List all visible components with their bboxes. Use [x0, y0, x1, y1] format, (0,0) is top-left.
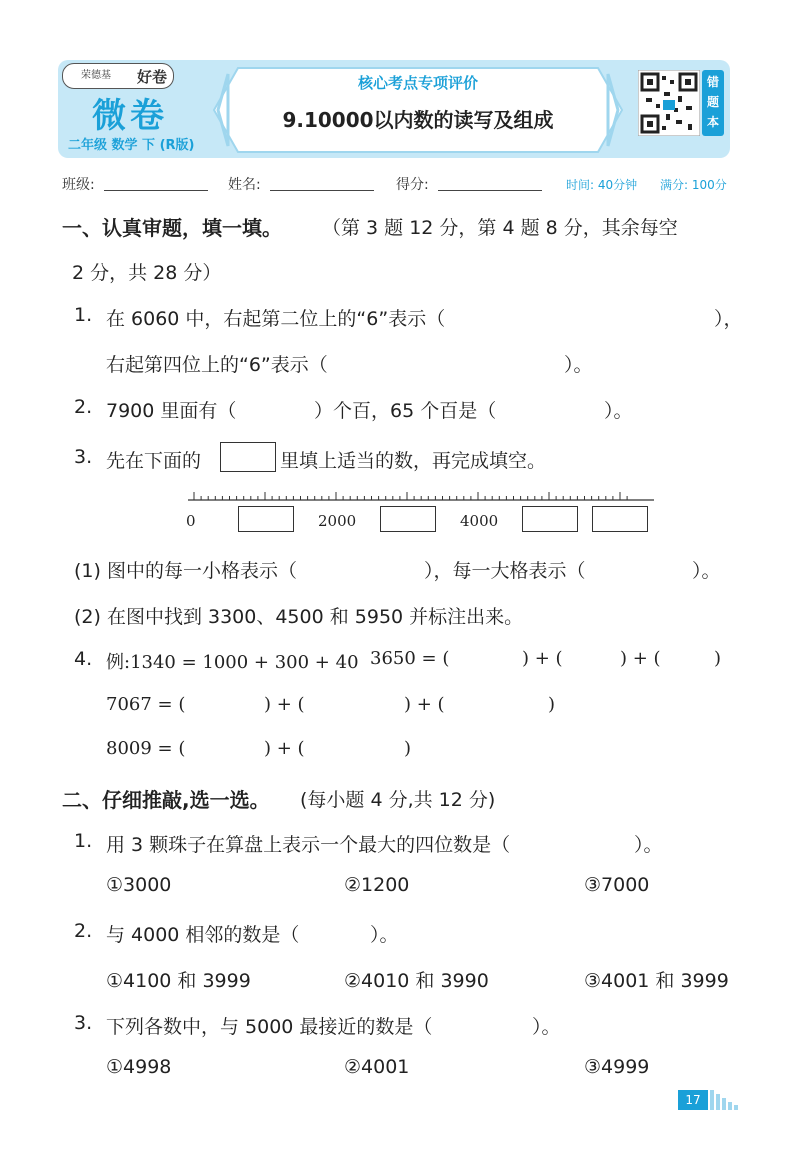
section2-title: 二、仔细推敲,选一选。: [62, 788, 270, 812]
s2-q2-number: 2.: [74, 920, 93, 942]
grade-label: 二年级 数学 下 (R版): [68, 138, 195, 153]
q3-text-b: 里填上适当的数，再完成填空。: [280, 450, 547, 472]
q2-number: 2.: [74, 396, 93, 418]
q4-3650: 3650 = (: [370, 648, 450, 669]
q4-7067-plus2: ) + (: [404, 694, 445, 715]
q4-7067-plus1: ) + (: [264, 694, 305, 715]
s2-q3-option-3[interactable]: ③4999: [584, 1056, 650, 1078]
q4-8009-end: ): [404, 738, 412, 759]
q2-text-b: ）个百，65 个百是（: [314, 400, 497, 422]
q4-7067: 7067 = (: [106, 694, 186, 715]
q4-example: 例:1340 = 1000 + 300 + 40: [106, 652, 359, 673]
ruler-label-2000: 2000: [318, 512, 357, 530]
q1-text: 在 6060 中，右起第二位上的“6”表示（: [106, 308, 446, 330]
s2-q3-text: 下列各数中，与 5000 最接近的数是（: [106, 1016, 433, 1038]
ruler-blank-2[interactable]: [380, 506, 436, 532]
ruler-label-0: 0: [186, 512, 196, 530]
page-number: 17: [678, 1090, 708, 1110]
q4-3650-plus1: ) + (: [522, 648, 563, 669]
q4-number: 4.: [74, 648, 93, 670]
q1-text-line2-end: ）。: [564, 354, 593, 376]
q4-3650-end: ): [714, 648, 722, 669]
banner-title: 9.10000以内数的读写及组成: [282, 108, 554, 132]
series-title: 微卷: [92, 96, 168, 136]
full-score: 满分: 100分: [660, 178, 727, 192]
s2-q1-option-3[interactable]: ③7000: [584, 874, 650, 896]
s2-q3-option-2[interactable]: ②4001: [344, 1056, 410, 1078]
s2-q1-end: ）。: [634, 834, 663, 856]
error-book-tag: 错题本: [702, 70, 724, 136]
q2-text-a: 7900 里面有（: [106, 400, 237, 422]
q1-text-line2: 右起第四位上的“6”表示（: [106, 354, 328, 376]
s2-q1-number: 1.: [74, 830, 93, 852]
qr-code-icon: [638, 70, 700, 136]
s2-q2-text: 与 4000 相邻的数是（: [106, 924, 300, 946]
s2-q1-option-1[interactable]: ①3000: [106, 874, 172, 896]
s2-q2-option-3[interactable]: ③4001 和 3999: [584, 970, 729, 992]
q1-text-end: ），: [714, 308, 743, 330]
banner-subtitle: 核心考点专项评价: [357, 74, 478, 92]
q3-sub1-a: (1) 图中的每一小格表示（: [74, 560, 297, 582]
publisher-logo: [62, 63, 174, 89]
q3-sub1-c: ）。: [692, 560, 721, 582]
q2-text-c: ）。: [604, 400, 633, 422]
sample-blank-box: [220, 442, 276, 472]
ruler-blank-4[interactable]: [592, 506, 648, 532]
section1-title: 一、认真审题，填一填。: [62, 216, 282, 240]
q4-3650-plus2: ) + (: [620, 648, 661, 669]
s2-q2-end: ）。: [370, 924, 399, 946]
q4-8009-plus1: ) + (: [264, 738, 305, 759]
section1-note: （第 3 题 12 分，第 4 题 8 分，其余每空: [322, 217, 678, 239]
s2-q3-end: ）。: [532, 1016, 561, 1038]
q3-sub2: (2) 在图中找到 3300、4500 和 5950 并标注出来。: [74, 606, 524, 628]
q4-8009: 8009 = (: [106, 738, 186, 759]
section1-note-cont: 2 分，共 28 分）: [72, 262, 222, 284]
class-field[interactable]: [104, 190, 208, 191]
q3-number: 3.: [74, 446, 93, 468]
class-label: 班级:: [62, 177, 95, 193]
score-label: 得分:: [396, 177, 429, 193]
q1-number: 1.: [74, 304, 93, 326]
time-limit: 时间: 40分钟: [566, 178, 638, 192]
q3-sub1-b: ），每一大格表示（: [424, 560, 586, 582]
s2-q3-option-1[interactable]: ①4998: [106, 1056, 172, 1078]
ruler-blank-3[interactable]: [522, 506, 578, 532]
score-field[interactable]: [438, 190, 542, 191]
s2-q1-text: 用 3 颗珠子在算盘上表示一个最大的四位数是（: [106, 834, 511, 856]
s2-q2-option-1[interactable]: ①4100 和 3999: [106, 970, 251, 992]
s2-q3-number: 3.: [74, 1012, 93, 1034]
q3-text-a: 先在下面的: [106, 450, 202, 472]
s2-q1-option-2[interactable]: ②1200: [344, 874, 410, 896]
name-label: 姓名:: [228, 177, 261, 193]
section2-note: (每小题 4 分,共 12 分): [300, 789, 496, 811]
name-field[interactable]: [270, 190, 374, 191]
logo-hao: 好卷: [137, 68, 168, 86]
ruler-blank-1[interactable]: [238, 506, 294, 532]
number-line: [186, 486, 658, 506]
ruler-label-4000: 4000: [460, 512, 499, 530]
logo-text: 荣德基: [81, 70, 111, 81]
bars-decoration-icon: [710, 1090, 740, 1110]
q4-7067-end: ): [548, 694, 556, 715]
s2-q2-option-2[interactable]: ②4010 和 3990: [344, 970, 489, 992]
